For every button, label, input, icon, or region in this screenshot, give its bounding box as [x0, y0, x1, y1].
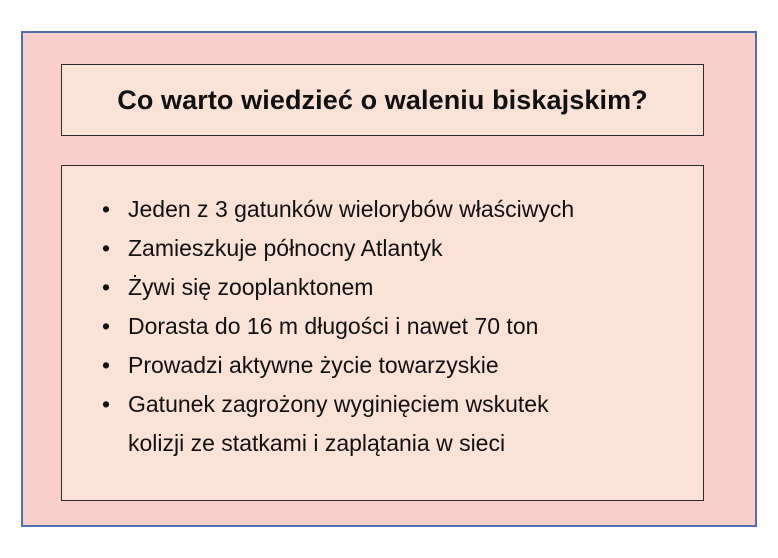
list-item — [90, 190, 675, 229]
list-item — [90, 385, 675, 463]
list-item-line: • Jeden z 3 gatunków wielorybów właściwych — [128, 196, 575, 222]
list-item-line: • Prowadzi aktywne życie towarzyskie — [128, 352, 499, 378]
list-item-line-continued: kolizji ze statkami i zaplątania w sieci — [128, 430, 506, 456]
list-item-line: • Gatunek zagrożony wyginięciem wskutek — [128, 391, 549, 417]
list-item — [90, 268, 675, 307]
bullet-list — [90, 190, 675, 463]
list-item-line: • Zamieszkuje północny Atlantyk — [128, 235, 443, 261]
slide-canvas — [21, 31, 757, 527]
content-placeholder[interactable] — [61, 165, 704, 501]
list-item — [90, 229, 675, 268]
list-item — [90, 307, 675, 346]
title-placeholder[interactable] — [61, 64, 704, 136]
list-item — [90, 346, 675, 385]
list-item-line: • Żywi się zooplanktonem — [128, 274, 374, 300]
page-title: Co warto wiedzieć o waleniu biskajskim? — [117, 84, 648, 115]
list-item-line: • Dorasta do 16 m długości i nawet 70 ton — [128, 313, 539, 339]
